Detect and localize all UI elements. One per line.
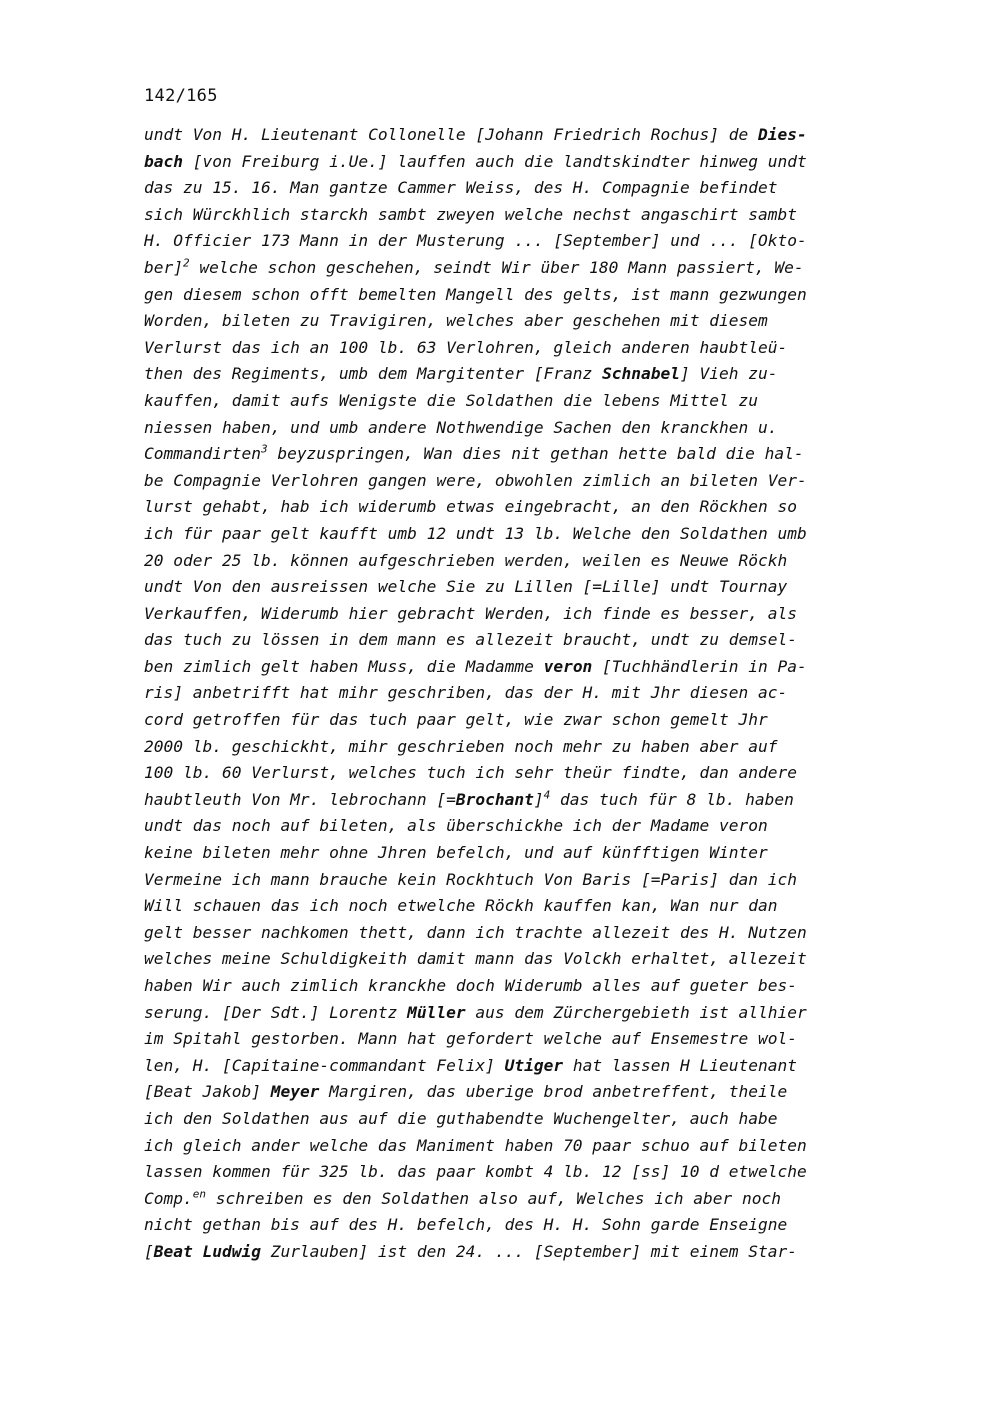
text-line: Worden, bileten zu Travigiren, welches aber geschehen mit diesem (144, 311, 768, 331)
name-emphasis: Utiger (504, 1055, 564, 1075)
text-line: [Beat Ludwig Zurlauben] ist den 24. ... [September] mit einem Star- (144, 1241, 797, 1261)
transcription-body (144, 122, 924, 1266)
name-emphasis: Meyer (270, 1082, 320, 1102)
text-line: H. Officier 173 Mann in der Musterung ... [September] und ... [Okto- (144, 231, 807, 251)
footnote-marker: 3 (260, 442, 268, 456)
text-line: Vermeine ich mann brauche kein Rockhtuch Von Baris [=Paris] dan ich (144, 869, 797, 889)
page-number: 142/165 (144, 86, 218, 106)
name-emphasis: Beat Ludwig (153, 1241, 261, 1261)
name-emphasis: Schnabel (602, 364, 681, 384)
text-line: nicht gethan bis auf des H. befelch, des H. H. Sohn garde Enseigne (144, 1215, 788, 1235)
text-line: gelt besser nachkomen thett, dann ich trachte allezeit des H. Nutzen (144, 922, 807, 942)
text-line: ich gleich ander welche das Maniment haben 70 paar schuo auf bileten (144, 1135, 807, 1155)
text-line: lassen kommen für 325 lb. das paar kombt 4 lb. 12 [ss] 10 d etwelche (144, 1162, 807, 1182)
text-line: len, H. [Capitaine-commandant Felix] Utiger hat lassen H Lieutenant (144, 1055, 797, 1075)
text-line: cord getroffen für das tuch paar gelt, wie zwar schon gemelt Jhr (144, 710, 768, 730)
text-line: keine bileten mehr ohne Jhren befelch, und auf künfftigen Winter (144, 843, 768, 863)
text-line: ben zimlich gelt haben Muss, die Madamme veron [Tuchhändlerin in Pa- (144, 656, 807, 676)
text-line: [Beat Jakob] Meyer Margiren, das uberige brod anbetreffent, theile (144, 1082, 788, 1102)
text-line: Comp.$^{en}$ schreiben es den Soldathen also auf, Welches ich aber noch (144, 1187, 781, 1208)
text-line: 2000 lb. geschickht, mihr geschrieben noch mehr zu haben aber auf (144, 736, 778, 756)
text-line: Commandirten$^3$ beyzuspringen, Wan dies nit gethan hette bald die hal- (144, 442, 804, 464)
text-line: im Spitahl gestorben. Mann hat gefordert welche auf Ensemestre wol- (144, 1029, 797, 1049)
text-line: undt das noch auf bileten, als überschickhe ich der Madame veron (144, 816, 768, 836)
text-line: Verkauffen, Widerumb hier gebracht Werden, ich finde es besser, als (144, 603, 797, 623)
text-line: serung. [Der Sdt.] Lorentz Müller aus dem Zürchergebieth ist allhier (144, 1002, 807, 1022)
name-emphasis: Dies- (757, 125, 807, 144)
footnote-marker: 2 (182, 256, 190, 270)
name-emphasis: Brochant (455, 789, 534, 809)
text-line: ich für paar gelt kaufft umb 12 undt 13 lb. Welche den Soldathen umb (144, 523, 807, 543)
text-line: ich den Soldathen aus auf die guthabendte Wuchengelter, auch habe (144, 1108, 778, 1128)
text-line: gen diesem schon offt bemelten Mangell des gelts, ist mann gezwungen (144, 284, 807, 304)
text-line: ber]$^2$ welche schon geschehen, seindt Wir über 180 Mann passiert, We- (144, 256, 804, 277)
text-line: haben Wir auch zimlich kranckhe doch Widerumb alles auf gueter bes- (144, 976, 797, 995)
text-line: Verlurst das ich an 100 lb. 63 Verlohren, gleich anderen haubtleü- (144, 337, 788, 357)
text-line: Will schauen das ich noch etwelche Röckh kauffen kan, Wan nur dan (144, 896, 778, 916)
text-line: das zu 15. 16. Man gantze Cammer Weiss, des H. Compagnie befindet (144, 178, 778, 198)
text-line: then des Regiments, umb dem Margitenter [Franz Schnabel] Vieh zu- (144, 364, 778, 384)
text-line: niessen haben, und umb andere Nothwendige Sachen den kranckhen u. (144, 417, 778, 437)
text-line: sich Würckhlich starckh sambt zweyen welche nechst angaschirt sambt (144, 204, 797, 224)
text-line: kauffen, damit aufs Wenigste die Soldathen die lebens Mittel zu (144, 390, 758, 410)
name-emphasis: veron (543, 656, 593, 676)
footnote-marker: en (192, 1187, 206, 1201)
text-line: undt Von den ausreissen welche Sie zu Lillen [=Lille] undt Tournay (144, 577, 788, 597)
text-line: haubtleuth Von Mr. lebrochann [=Brochant]$^4$ das tuch für 8 lb. haben (144, 788, 794, 809)
text-line: 20 oder 25 lb. können aufgeschrieben werden, weilen es Neuwe Röckh (144, 550, 788, 570)
text-line: ris] anbetrifft hat mihr geschriben, das der H. mit Jhr diesen ac- (144, 683, 788, 703)
name-emphasis: Müller (407, 1002, 466, 1022)
footnote-marker: 4 (543, 788, 551, 802)
text-line: welches meine Schuldigkeith damit mann das Volckh erhaltet, allezeit (144, 949, 807, 969)
text-line: bach [von Freiburg i.Ue.] lauffen auch die landtskindter hinweg undt (144, 151, 807, 171)
text-line: be Compagnie Verlohren gangen were, obwohlen zimlich an bileten Ver- (144, 470, 807, 490)
text-line: das tuch zu lössen in dem mann es allezeit braucht, undt zu demsel- (144, 630, 797, 650)
text-line: undt Von H. Lieutenant Collonelle [Johann Friedrich Rochus] de Dies- (144, 125, 807, 144)
name-emphasis: bach (144, 151, 183, 171)
text-line: lurst gehabt, hab ich widerumb etwas eingebracht, an den Röckhen so (144, 497, 797, 517)
text-line: 100 lb. 60 Verlurst, welches tuch ich sehr theür findte, dan andere (144, 763, 797, 783)
